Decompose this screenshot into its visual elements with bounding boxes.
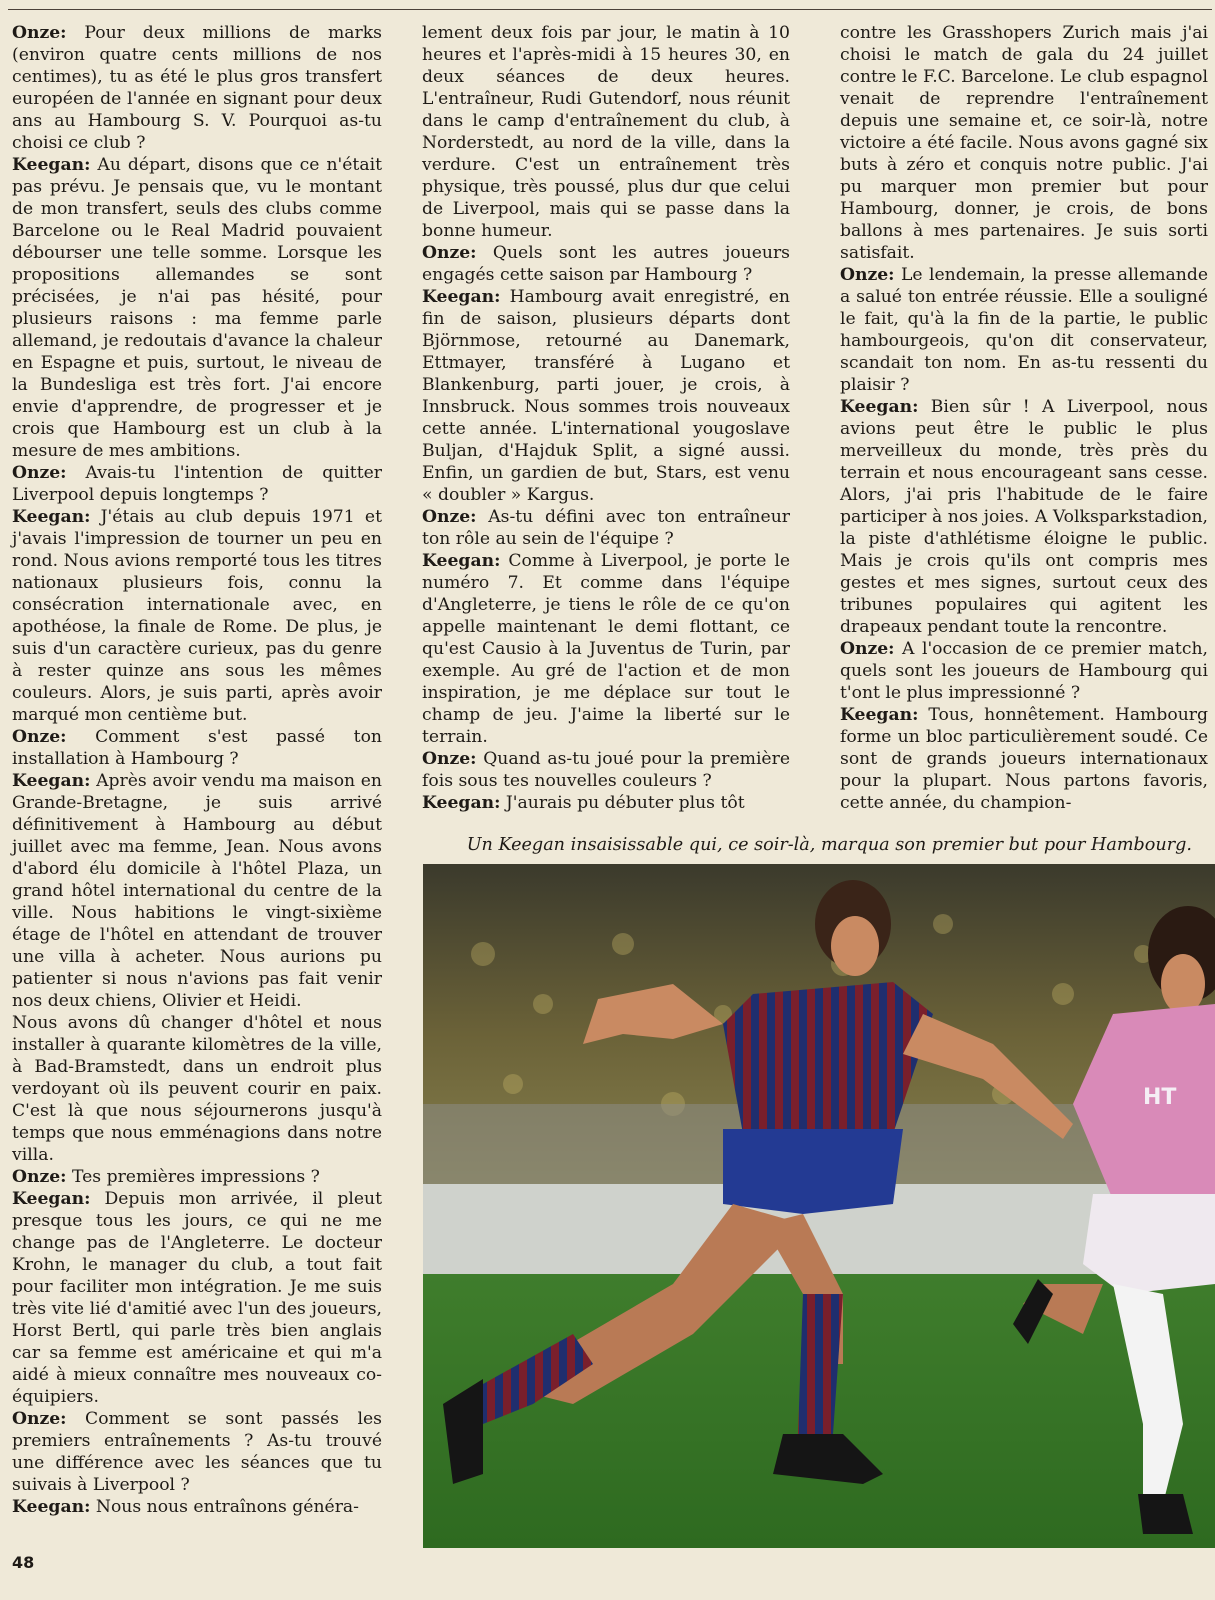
paragraph-text: J'aurais pu débuter plus tôt bbox=[500, 793, 745, 813]
paragraph-text: Depuis mon arrivée, il pleut presque tous les jours, ce qui ne me change pas de l'Angleterre. Le docteur Krohn, le manager du club, a tout fait pour faciliter mon intégration. Je me suis très vite lié d'amitié avec l'un des joueurs, Horst Bertl, qui parle très bien anglais car sa femme est américaine et qui m'a aidé à mieux connaître mes nouveaux co-équipiers. bbox=[12, 1189, 382, 1407]
paragraph-text: Hambourg avait enregistré, en fin de saison, plusieurs départs dont Björnmose, retourné au Danemark, Ettmayer, transféré à Lugano et Blankenburg, parti jouer, je crois, à Innsbruck. Nous sommes trois nouveaux cette année. L'international yougoslave Buljan, d'Hajduk Split, a signé aussi. Enfin, un gardien de but, Stars, est venu « doubler » Kargus. bbox=[422, 287, 790, 505]
speaker-label: Onze: bbox=[12, 727, 67, 747]
speaker-label: Keegan: bbox=[840, 705, 919, 725]
interview-paragraph bbox=[12, 1188, 382, 1408]
text-column-1 bbox=[12, 22, 382, 1518]
interview-paragraph bbox=[12, 22, 382, 154]
speaker-label: Keegan: bbox=[12, 1497, 91, 1517]
interview-paragraph bbox=[422, 792, 790, 814]
paragraph-text: lement deux fois par jour, le matin à 10 heures et l'après-midi à 15 heures 30, en deux séances de deux heures. L'entraîneur, Rudi Gutendorf, nous réunit dans le camp d'entraînement du club, à Norderstedt, au nord de la ville, dans la verdure. C'est un entraînement très physique, très poussé, plus dur que celui de Liverpool, mais qui se passe dans la bonne humeur. bbox=[422, 23, 790, 241]
interview-paragraph bbox=[12, 1408, 382, 1496]
speaker-label: Keegan: bbox=[422, 793, 501, 813]
paragraph-text: Au départ, disons que ce n'était pas prévu. Je pensais que, vu le montant de mon transfert, seuls des clubs comme Barcelone ou le Real Madrid pouvaient débourser une telle somme. Lorsque les propositions allemandes se sont précisées, je n'ai pas hésité, pour plusieurs raisons : ma femme parle allemand, je redoutais d'avance la chaleur en Espagne et puis, surtout, le niveau de la Bundesliga est très fort. J'ai encore envie d'apprendre, de progresser et je crois que Hambourg est un club à la mesure de mes ambitions. bbox=[12, 155, 382, 461]
speaker-label: Onze: bbox=[12, 23, 67, 43]
paragraph-text: Pour deux millions de marks (environ quatre cents millions de nos centimes), tu as été le plus gros transfert européen de l'année en signant pour deux ans au Hambourg S. V. Pourquoi as-tu choisi ce club ? bbox=[12, 23, 382, 153]
text-column-3 bbox=[840, 22, 1208, 814]
speaker-label: Keegan: bbox=[12, 771, 91, 791]
speaker-label: Onze: bbox=[12, 1167, 67, 1187]
speaker-label: Onze: bbox=[422, 507, 477, 527]
paragraph-text: Nous nous entraînons généra- bbox=[90, 1497, 359, 1517]
interview-paragraph bbox=[12, 462, 382, 506]
paragraph-text: Tes premières impressions ? bbox=[66, 1167, 320, 1187]
interview-paragraph bbox=[840, 396, 1208, 638]
paragraph-text: J'étais au club depuis 1971 et j'avais l'impression de tourner un peu en rond. Nous avions remporté tous les titres nationaux plusieurs fois, connu la consécration internationale avec, en apothéose, la finale de Rome. De plus, je suis d'un caractère curieux, pas du genre à rester quinze ans sous les mêmes couleurs. Alors, je suis parti, après avoir marqué mon centième but. bbox=[12, 507, 382, 725]
interview-paragraph bbox=[840, 638, 1208, 704]
interview-paragraph bbox=[840, 704, 1208, 814]
text-column-2 bbox=[422, 22, 790, 814]
speaker-label: Onze: bbox=[12, 1409, 67, 1429]
speaker-label: Keegan: bbox=[12, 155, 91, 175]
interview-paragraph bbox=[422, 550, 790, 748]
speaker-label: Onze: bbox=[12, 463, 67, 483]
paragraph-text: Avais-tu l'intention de quitter Liverpool depuis longtemps ? bbox=[12, 463, 382, 505]
shirt-sponsor-text: HT bbox=[1143, 1085, 1177, 1110]
paragraph-text: Le lendemain, la presse allemande a salué ton entrée réussie. Elle a souligné le fait, qu'à la fin de la partie, le public hambourgeois, qu'on dit conservateur, scandait ton nom. En as-tu ressenti du plaisir ? bbox=[840, 265, 1208, 395]
paragraph-text: Quels sont les autres joueurs engagés cette saison par Hambourg ? bbox=[422, 243, 790, 285]
interview-paragraph bbox=[12, 506, 382, 726]
paragraph-text: A l'occasion de ce premier match, quels sont les joueurs de Hambourg qui t'ont le plus impressionné ? bbox=[840, 639, 1208, 703]
paragraph-text: Nous avons dû changer d'hôtel et nous installer à quarante kilomètres de la ville, à Bad-Bramstedt, dans un endroit plus verdoyant où ils peuvent courir en paix. C'est là que nous séjournerons jusqu'à temps que nous emménagions dans notre villa. bbox=[12, 1013, 382, 1165]
interview-paragraph bbox=[840, 22, 1208, 264]
speaker-label: Onze: bbox=[422, 243, 477, 263]
interview-paragraph bbox=[422, 286, 790, 506]
interview-paragraph bbox=[422, 22, 790, 242]
page-number: 48 bbox=[12, 1553, 35, 1572]
speaker-label: Onze: bbox=[840, 639, 895, 659]
paragraph-text: Quand as-tu joué pour la première fois sous tes nouvelles couleurs ? bbox=[422, 749, 790, 791]
speaker-label: Keegan: bbox=[840, 397, 919, 417]
paragraph-text: Tous, honnêtement. Hambourg forme un bloc particulièrement soudé. Ce sont de grands joueurs internationaux pour la plupart. Nous partons favoris, cette année, du champion- bbox=[840, 705, 1208, 813]
photo-illustration bbox=[423, 864, 1215, 1548]
football-photo bbox=[423, 864, 1215, 1548]
paragraph-text: Après avoir vendu ma maison en Grande-Bretagne, je suis arrivé définitivement à Hambourg au début juillet avec ma femme, Jean. Nous avons d'abord élu domicile à l'hôtel Plaza, un grand hôtel international du centre de la ville. Nous habitions le vingt-sixième étage de l'hôtel en attendant de trouver une villa à acheter. Nous aurions pu patienter si nous n'avions pas fait venir nos deux chiens, Olivier et Heidi. bbox=[12, 771, 382, 1011]
paragraph-text: Bien sûr ! A Liverpool, nous avions peut être le public le plus merveilleux du monde, très près du terrain et nous encourageant sans cesse. Alors, j'ai pris l'habitude de le faire participer à nos joies. A Volksparkstadion, la piste d'athlétisme éloigne le public. Mais je crois qu'ils ont compris mes gestes et mes signes, surtout ceux des tribunes populaires qui agitent les drapeaux pendant toute la rencontre. bbox=[840, 397, 1208, 637]
interview-paragraph bbox=[12, 770, 382, 1012]
interview-paragraph bbox=[12, 1166, 382, 1188]
interview-paragraph bbox=[422, 242, 790, 286]
speaker-label: Keegan: bbox=[422, 287, 501, 307]
interview-paragraph bbox=[840, 264, 1208, 396]
paragraph-text: Comment s'est passé ton installation à Hambourg ? bbox=[12, 727, 382, 769]
paragraph-text: As-tu défini avec ton entraîneur ton rôle au sein de l'équipe ? bbox=[422, 507, 790, 549]
interview-paragraph bbox=[422, 506, 790, 550]
interview-paragraph bbox=[422, 748, 790, 792]
interview-paragraph bbox=[12, 726, 382, 770]
speaker-label: Onze: bbox=[840, 265, 895, 285]
speaker-label: Keegan: bbox=[422, 551, 501, 571]
paragraph-text: Comme à Liverpool, je porte le numéro 7. Et comme dans l'équipe d'Angleterre, je tiens le rôle de ce qu'on appelle maintenant le demi flottant, ce qu'est Causio à la Juventus de Turin, par exemple. Au gré de l'action et de mon inspiration, je me déplace sur tout le champ de jeu. J'aime la liberté sur le terrain. bbox=[422, 551, 790, 747]
paragraph-text: contre les Grasshopers Zurich mais j'ai choisi le match de gala du 24 juillet contre le F.C. Barcelone. Le club espagnol venait de reprendre l'entraînement depuis une semaine et, ce soir-là, notre victoire a été facile. Nous avons gagné six buts à zéro et conquis notre public. J'ai pu marquer mon premier but pour Hambourg, donner, je crois, de bons ballons à mes partenaires. Je suis sorti satisfait. bbox=[840, 23, 1208, 263]
interview-paragraph bbox=[12, 154, 382, 462]
interview-paragraph bbox=[12, 1012, 382, 1166]
top-rule bbox=[8, 9, 1212, 10]
interview-paragraph bbox=[12, 1496, 382, 1518]
speaker-label: Keegan: bbox=[12, 507, 91, 527]
paragraph-text: Comment se sont passés les premiers entraînements ? As-tu trouvé une différence avec les séances que tu suivais à Liverpool ? bbox=[12, 1409, 382, 1495]
speaker-label: Onze: bbox=[422, 749, 477, 769]
photo-caption: Un Keegan insaisissable qui, ce soir-là, marqua son premier but pour Hambourg. bbox=[466, 835, 1192, 855]
speaker-label: Keegan: bbox=[12, 1189, 91, 1209]
